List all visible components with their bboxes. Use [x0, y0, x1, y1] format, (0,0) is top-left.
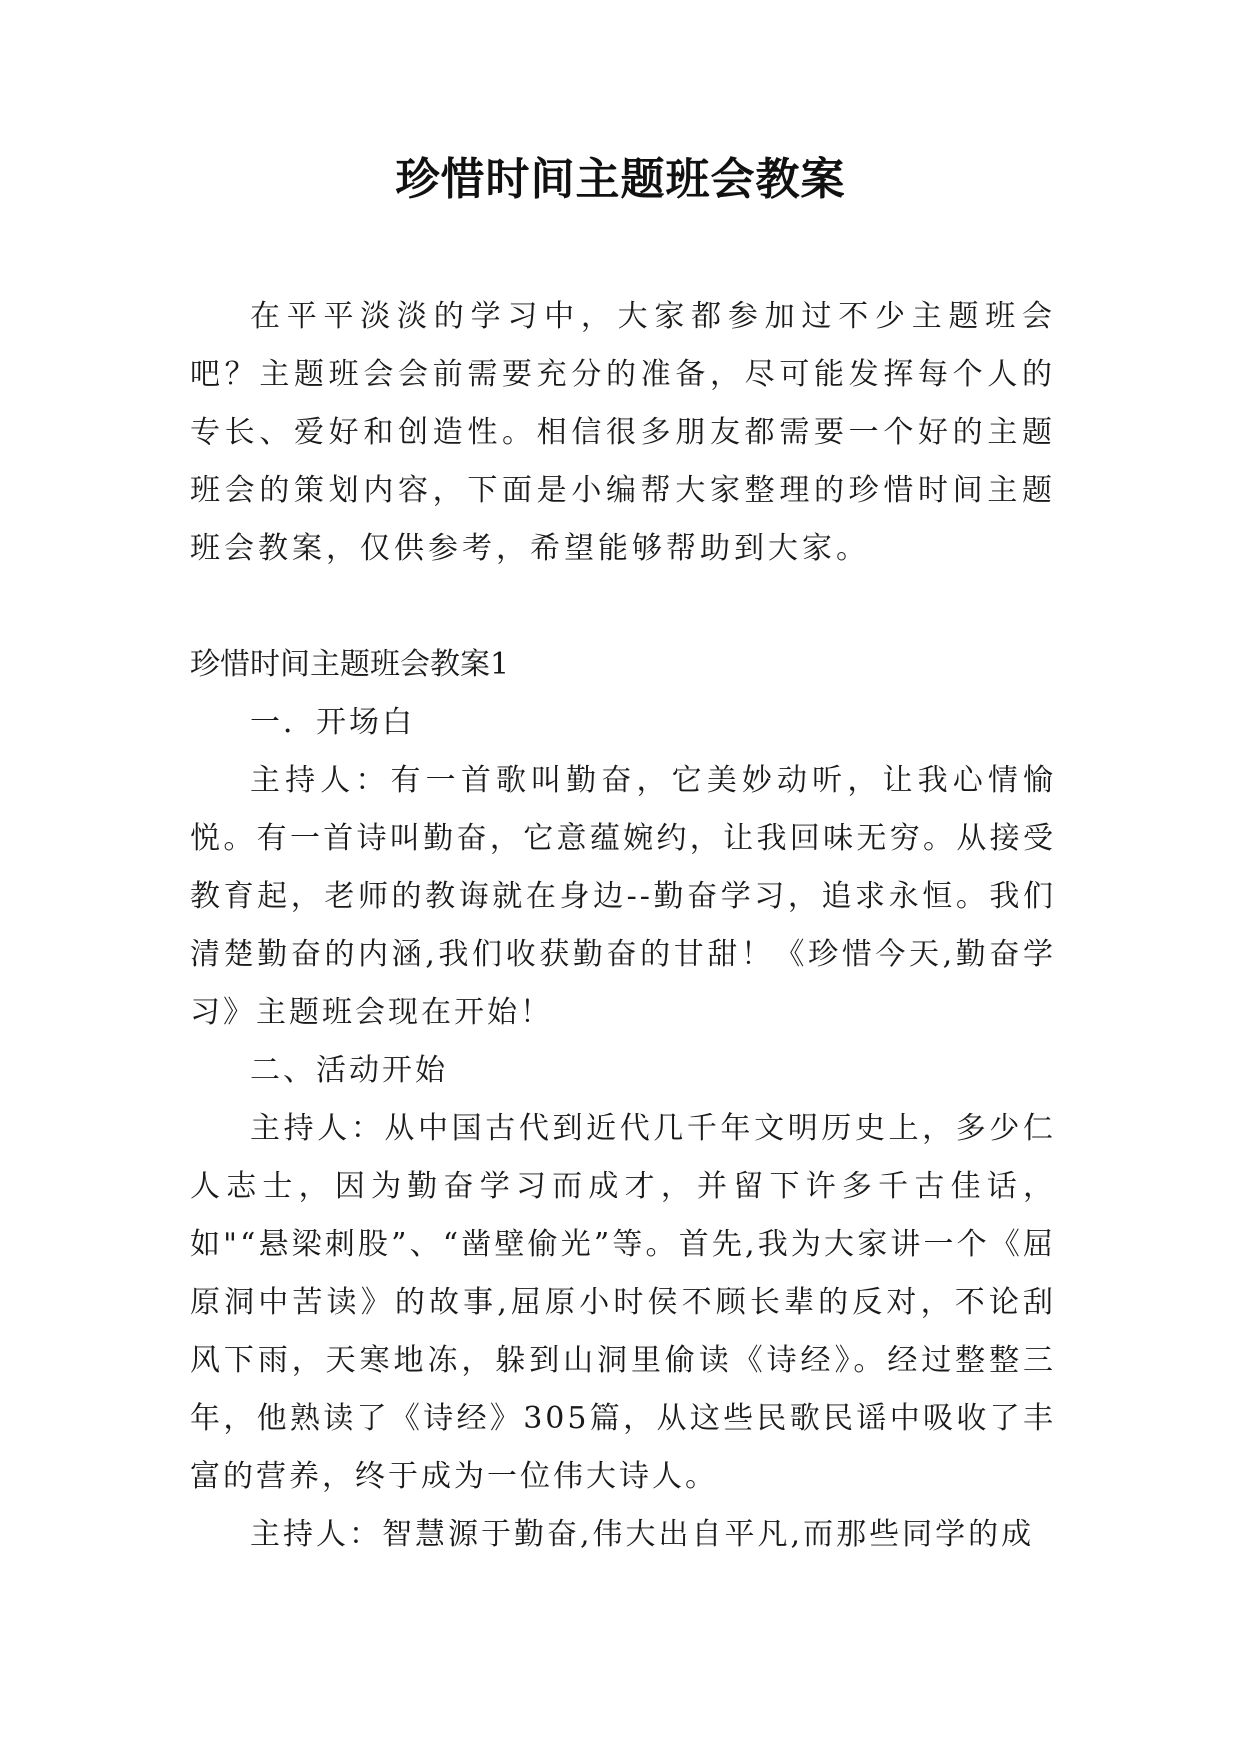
section-heading: 珍惜时间主题班会教案1 [190, 647, 510, 682]
document-body [190, 288, 1056, 1564]
part2-paragraph-continued: 主持人：智慧源于勤奋,伟大出自平凡,而那些同学的成 [250, 1517, 1035, 1552]
part2-heading: 二、活动开始 [250, 1053, 448, 1088]
document-title: 珍惜时间主题班会教案 [395, 154, 846, 205]
part1-paragraph: 主持人：有一首歌叫勤奋，它美妙动听，让我心情愉悦。有一首诗叫勤奋，它意蕴婉约，让我回味无穷。从接受教育起，老师的教诲就在身边--勤奋学习，追求永恒。我们清楚勤奋的内涵,我们收获勤奋的甘甜！《珍惜今天,勤奋学习》主题班会现在开始！ [190, 763, 1056, 1030]
part1-heading: 一．开场白 [250, 705, 415, 740]
part2-paragraph: 主持人：从中国古代到近代几千年文明历史上，多少仁人志士，因为勤奋学习而成才，并留下许多千古佳话，如"“悬梁刺股”、“凿壁偷光”等。首先,我为大家讲一个《屈原洞中苦读》的故事,屈原小时侯不顾长辈的反对，不论刮风下雨，天寒地冻，躲到山洞里偷读《诗经》。经过整整三年，他熟读了《诗经》305篇，从这些民歌民谣中吸收了丰富的营养，终于成为一位伟大诗人。 [190, 1111, 1056, 1494]
intro-paragraph: 在平平淡淡的学习中，大家都参加过不少主题班会吧？主题班会会前需要充分的准备，尽可能发挥每个人的专长、爱好和创造性。相信很多朋友都需要一个好的主题班会的策划内容，下面是小编帮大家整理的珍惜时间主题班会教案，仅供参考，希望能够帮助到大家。 [190, 299, 1056, 566]
